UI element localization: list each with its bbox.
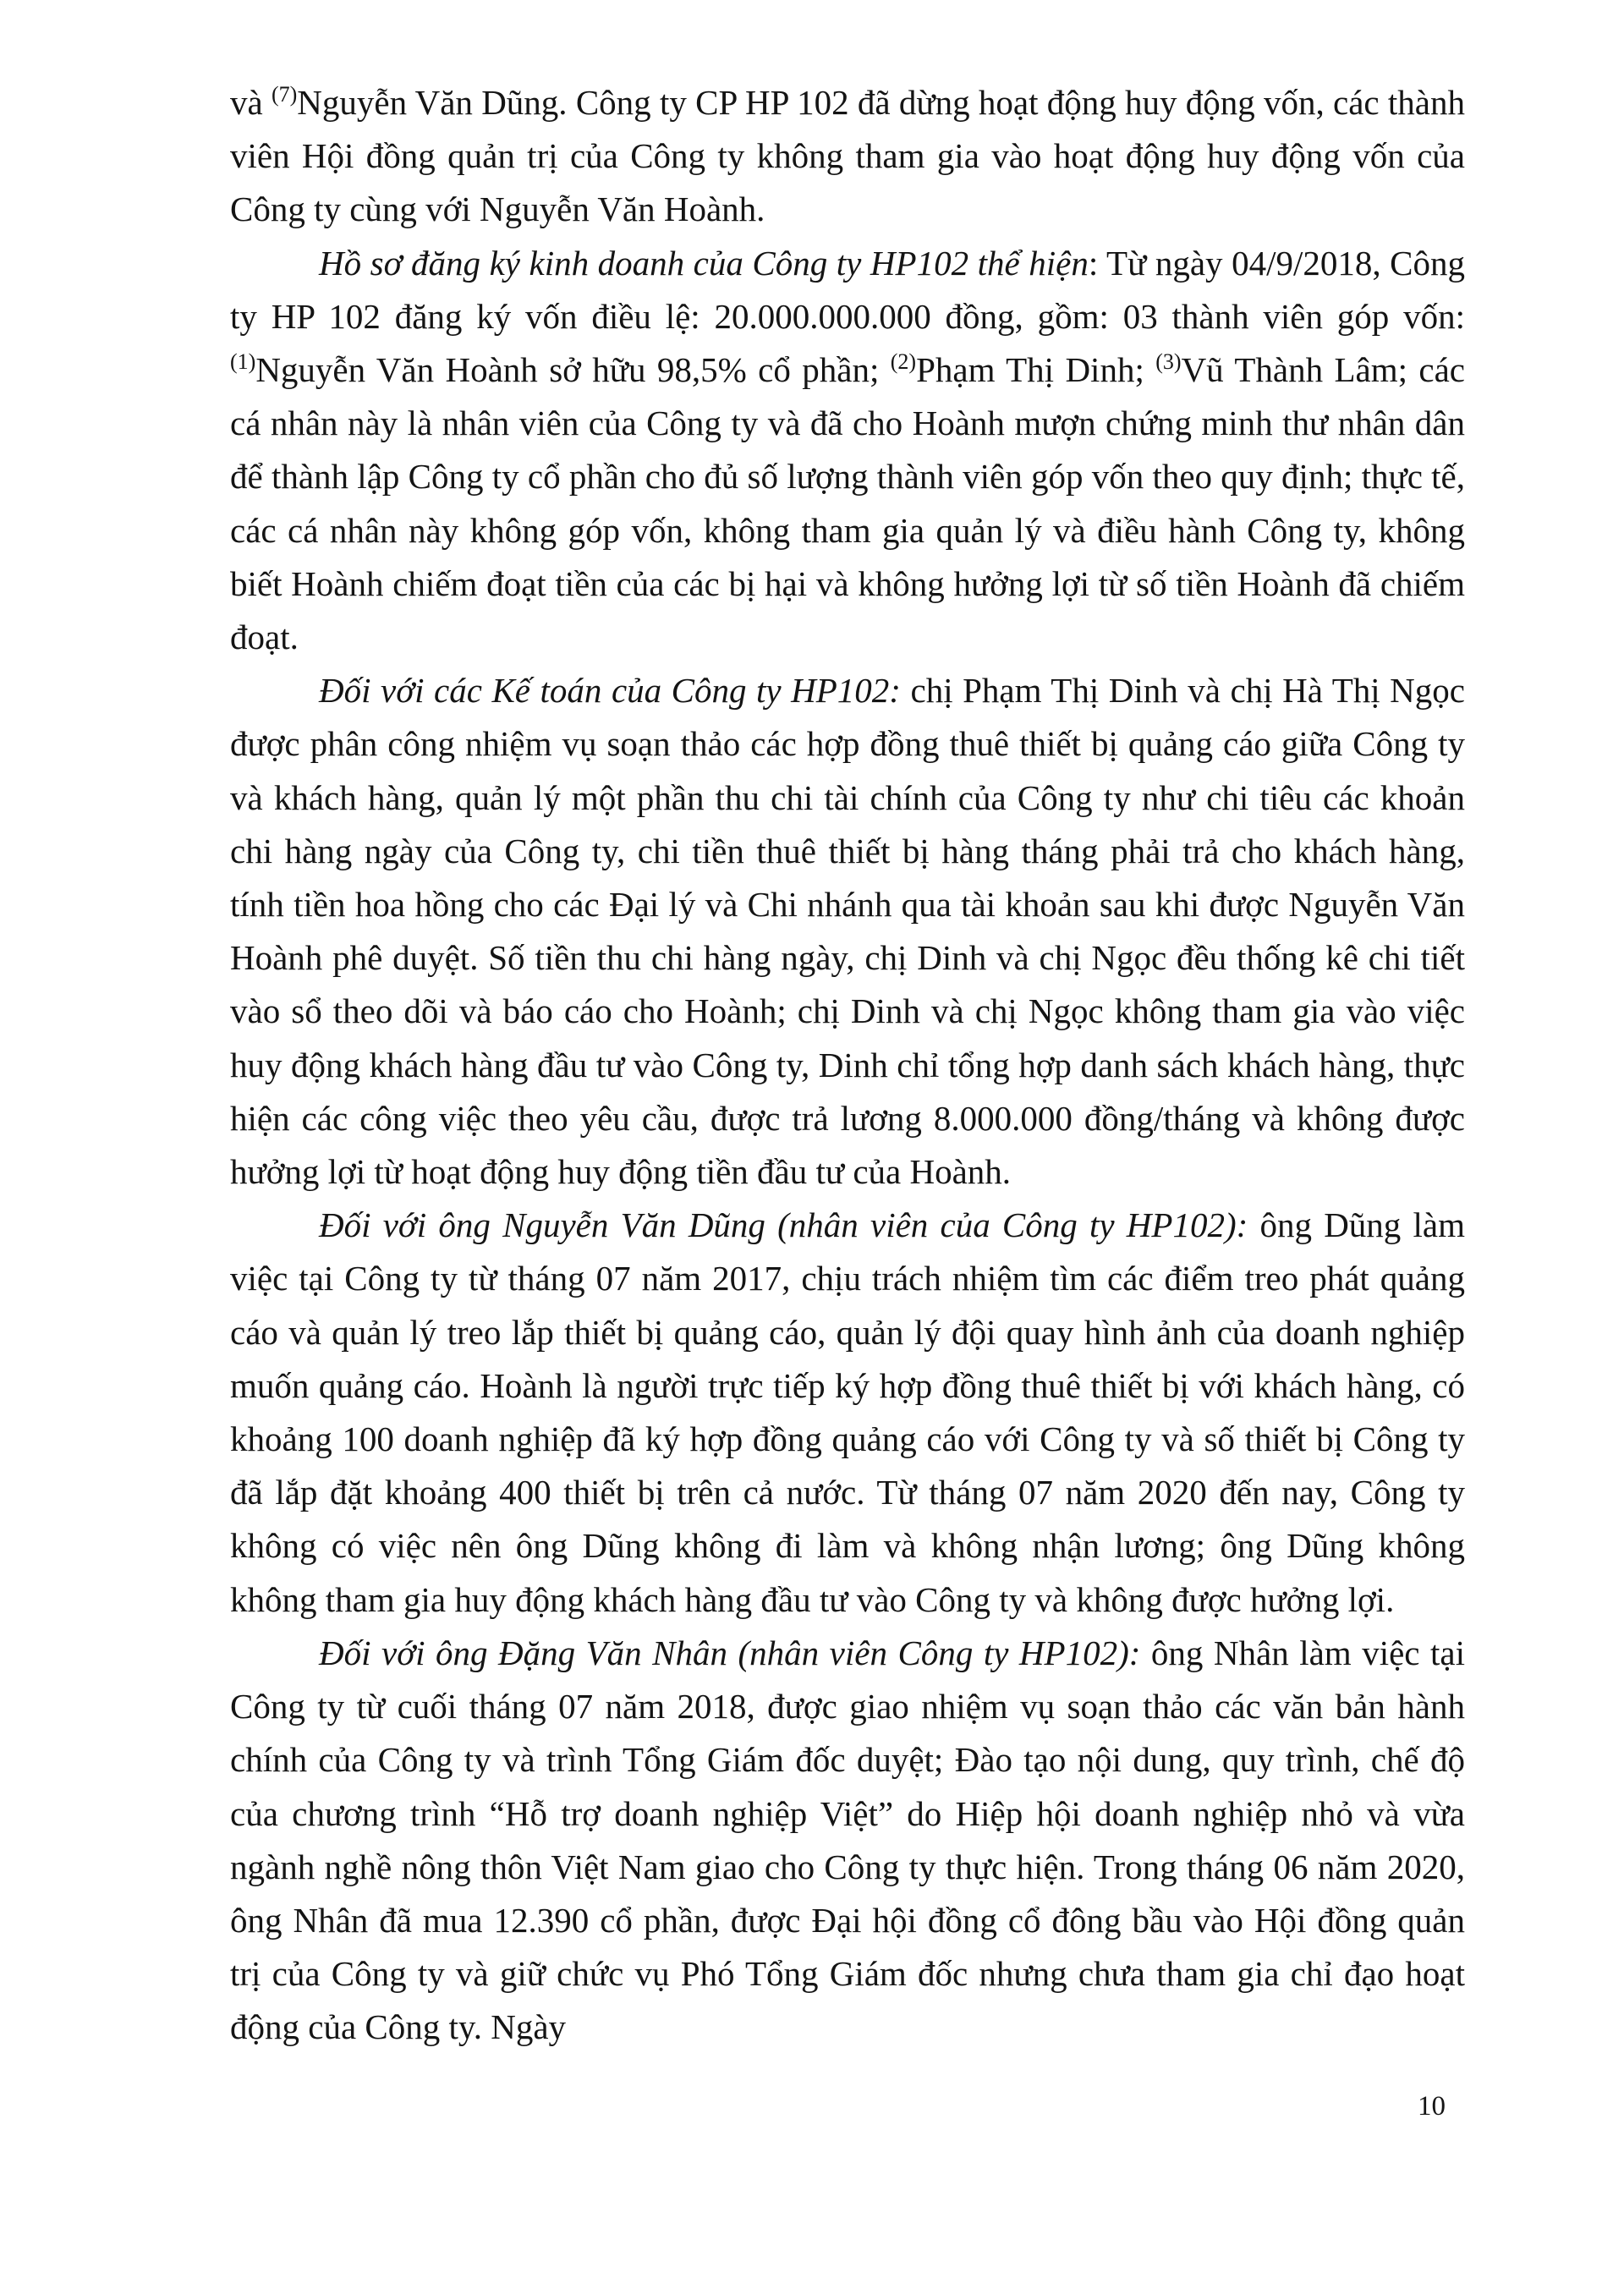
footnote-marker: (1): [230, 349, 256, 375]
paragraph-nguyen-van-dung: [230, 1199, 1465, 1627]
text-run: Phạm Thị Dinh;: [916, 350, 1156, 390]
text-run: chị Phạm Thị Dinh và chị Hà Thị Ngọc được phân công nhiệm vụ soạn thảo các hợp đồng thuê thiết bị quảng cáo giữa Công ty và khách hàng, quản lý một phần thu chi tài chính của Công ty như chi tiêu các khoản chi hàng ngày của Công ty, chi tiền thuê thiết bị hàng tháng phải trả cho khách hàng, tính tiền hoa hồng cho các Đại lý và Chi nhánh qua tài khoản sau khi được Nguyễn Văn Hoành phê duyệt. Số tiền thu chi hàng ngày, chị Dinh và chị Ngọc đều thống kê chi tiết vào sổ theo dõi và báo cáo cho Hoành; chị Dinh và chị Ngọc không tham gia vào việc huy động khách hàng đầu tư vào Công ty, Dinh chỉ tổng hợp danh sách khách hàng, thực hiện các công việc theo yêu cầu, được trả lương 8.000.000 đồng/tháng và không được hưởng lợi từ hoạt động huy động tiền đầu tư của Hoành.: [230, 671, 1465, 1192]
text-run: Vũ Thành Lâm; các cá nhân này là nhân viên của Công ty và đã cho Hoành mượn chứng minh thư nhân dân để thành lập Công ty cổ phần cho đủ số lượng thành viên góp vốn theo quy định; thực tế, các cá nhân này không góp vốn, không tham gia quản lý và điều hành Công ty, không biết Hoành chiếm đoạt tiền của các bị hại và không hưởng lợi từ số tiền Hoành đã chiếm đoạt.: [230, 350, 1465, 657]
footnote-marker: (7): [271, 82, 298, 107]
page-number: 10: [1418, 2091, 1446, 2122]
paragraph-heading: Hồ sơ đăng ký kinh doanh của Công ty HP102 thể hiện: [319, 243, 1089, 283]
paragraph-heading: Đối với các Kế toán của Công ty HP102:: [319, 671, 901, 711]
paragraph-heading: Đối với ông Nguyễn Văn Dũng (nhân viên của Công ty HP102):: [319, 1205, 1248, 1245]
paragraph-business-registration: [230, 237, 1465, 665]
text-run: : Từ ngày 04/9/2018, Công ty HP 102 đăng ký vốn điều lệ: 20.000.000.000 đồng, gồm: 03 thành viên góp vốn:: [230, 243, 1465, 336]
paragraph-accountants: [230, 664, 1465, 1199]
footnote-marker: (2): [890, 349, 917, 375]
text-run: ông Dũng làm việc tại Công ty từ tháng 07 năm 2017, chịu trách nhiệm tìm các điểm treo phát quảng cáo và quản lý treo lắp thiết bị quảng cáo, quản lý đội quay hình ảnh của doanh nghiệp muốn quảng cáo. Hoành là người trực tiếp ký hợp đồng thuê thiết bị với khách hàng, có khoảng 100 doanh nghiệp đã ký hợp đồng quảng cáo với Công ty và số thiết bị Công ty đã lắp đặt khoảng 400 thiết bị trên cả nước. Từ tháng 07 năm 2020 đến nay, Công ty không có việc nên ông Dũng không đi làm và không nhận lương; ông Dũng không không tham gia huy động khách hàng đầu tư vào Công ty và không được hưởng lợi.: [230, 1205, 1465, 1619]
text-run: ông Nhân làm việc tại Công ty từ cuối tháng 07 năm 2018, được giao nhiệm vụ soạn thảo các văn bản hành chính của Công ty và trình Tổng Giám đốc duyệt; Đào tạo nội dung, quy trình, chế độ của chương trình “Hỗ trợ doanh nghiệp Việt” do Hiệp hội doanh nghiệp nhỏ và vừa ngành nghề nông thôn Việt Nam giao cho Công ty thực hiện. Trong tháng 06 năm 2020, ông Nhân đã mua 12.390 cổ phần, được Đại hội đồng cổ đông bầu vào Hội đồng quản trị của Công ty và giữ chức vụ Phó Tổng Giám đốc nhưng chưa tham gia chỉ đạo hoạt động của Công ty. Ngày: [230, 1633, 1465, 2047]
footnote-marker: (3): [1155, 349, 1182, 375]
paragraph-dang-van-nhan: [230, 1627, 1465, 2055]
text-run: Nguyễn Văn Hoành sở hữu 98,5% cổ phần;: [255, 350, 891, 390]
text-run: và: [230, 83, 272, 122]
text-run: Nguyễn Văn Dũng. Công ty CP HP 102 đã dừng hoạt động huy động vốn, các thành viên Hội đồng quản trị của Công ty không tham gia vào hoạt động huy động vốn của Công ty cùng với Nguyễn Văn Hoành.: [230, 83, 1465, 229]
document-body: [230, 76, 1465, 2055]
paragraph-continuation: [230, 76, 1465, 237]
paragraph-heading: Đối với ông Đặng Văn Nhân (nhân viên Công ty HP102):: [319, 1633, 1141, 1672]
